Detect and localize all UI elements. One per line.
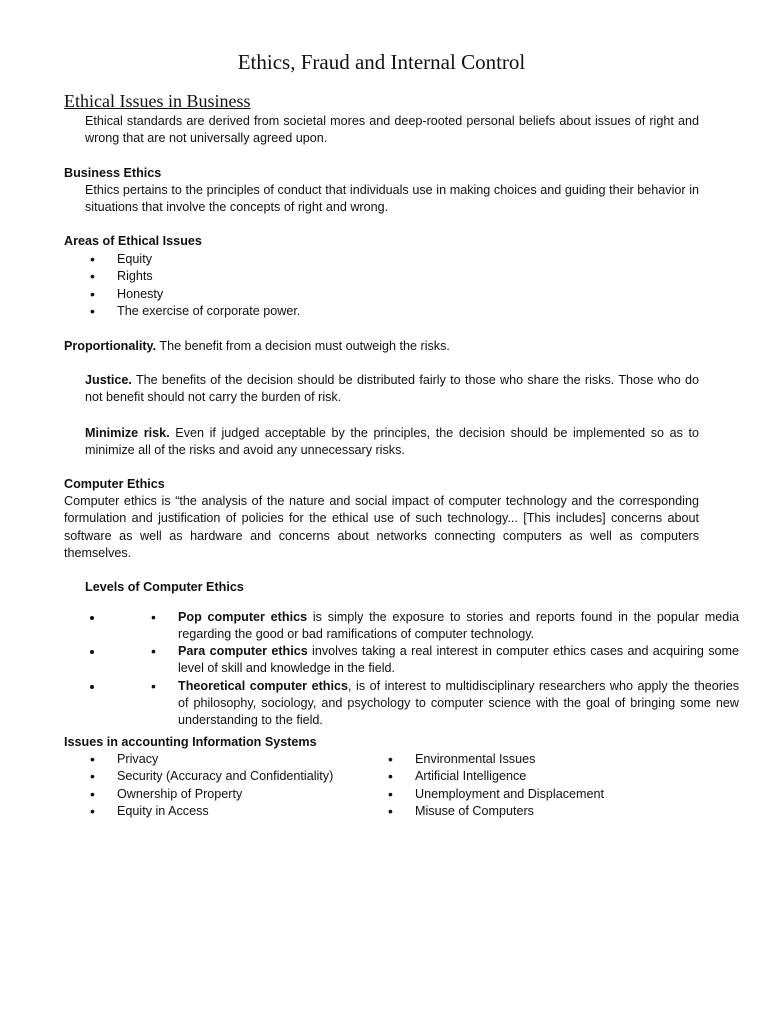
list-item: • Ownership of Property xyxy=(64,786,362,803)
issues-list-right xyxy=(362,751,660,820)
list-item: • Rights xyxy=(64,268,564,285)
minimize-risk-paragraph xyxy=(64,425,699,460)
proportionality-term: Proportionality. xyxy=(64,339,157,353)
level-text: , is of interest to multidisciplinary researchers who apply the theories of philosophy, sociology, and psychology to computer science with the goal of bringing some new understanding to the field. xyxy=(178,678,739,728)
intro-paragraph: Ethical standards are derived from societal mores and deep-rooted personal beliefs about issues of right and wrong that are not universally agreed upon. xyxy=(85,114,699,146)
list-item: • Privacy xyxy=(64,751,362,768)
list-item: • Honesty xyxy=(64,286,564,303)
level-term: Theoretical computer ethics xyxy=(178,678,349,693)
issues-columns xyxy=(64,751,699,820)
list-item xyxy=(104,678,739,730)
issues-list-left xyxy=(64,751,362,820)
section-heading: Ethical Issues in Business xyxy=(64,91,251,111)
justice-paragraph xyxy=(64,372,699,407)
minimize-risk-term: Minimize risk. xyxy=(85,426,170,440)
level-term: Para computer ethics xyxy=(178,644,308,659)
document-title: Ethics, Fraud and Internal Control xyxy=(237,50,526,74)
issues-heading: Issues in accounting Information Systems xyxy=(64,735,317,749)
proportionality-paragraph xyxy=(64,338,699,355)
list-item: • The exercise of corporate power. xyxy=(64,303,564,320)
areas-list xyxy=(64,251,564,320)
list-item: • Environmental Issues xyxy=(362,751,660,768)
list-item: • Equity in Access xyxy=(64,803,362,820)
list-item xyxy=(104,609,739,644)
business-ethics-paragraph: Ethics pertains to the principles of conduct that individuals use in making choices and guiding their behavior in situations that involve the concepts of right and wrong. xyxy=(85,183,699,215)
justice-term: Justice. xyxy=(85,373,132,387)
minimize-risk-text: Even if judged acceptable by the principles, the decision should be implemented so as to minimize all of the risks and avoid any unnecessary risks. xyxy=(85,426,700,458)
list-item: • Artificial Intelligence xyxy=(362,768,660,785)
business-ethics-heading: Business Ethics xyxy=(64,166,162,180)
proportionality-text: The benefit from a decision must outweigh the risks. xyxy=(156,339,450,353)
areas-heading: Areas of Ethical Issues xyxy=(64,234,202,248)
computer-ethics-heading: Computer Ethics xyxy=(64,477,165,491)
level-term: Pop computer ethics xyxy=(178,609,308,624)
list-item: • Security (Accuracy and Confidentiality) xyxy=(64,768,362,785)
levels-heading: Levels of Computer Ethics xyxy=(85,580,244,594)
list-item xyxy=(104,643,739,678)
list-item: • Misuse of Computers xyxy=(362,803,660,820)
level-text: is simply the exposure to stories and reports found in the popular media regarding the good or bad ramifications of computer technology. xyxy=(178,609,739,641)
justice-text: The benefits of the decision should be distributed fairly to those who share the risks. Those who do not benefit should not carry the burden of risk. xyxy=(85,373,699,405)
list-item: • Equity xyxy=(64,251,564,268)
levels-list xyxy=(64,609,739,730)
level-text: involves taking a real interest in computer ethics cases and acquiring some level of skill and knowledge in the field. xyxy=(178,644,739,676)
list-item: • Unemployment and Displacement xyxy=(362,786,660,803)
computer-ethics-paragraph: Computer ethics is “the analysis of the nature and social impact of computer technology and the corresponding formulation and justification of policies for the ethical use of such technology... [This includes] concerns about software as well as hardware and concerns about networks connecting computers as well as computers themselves. xyxy=(64,494,699,560)
